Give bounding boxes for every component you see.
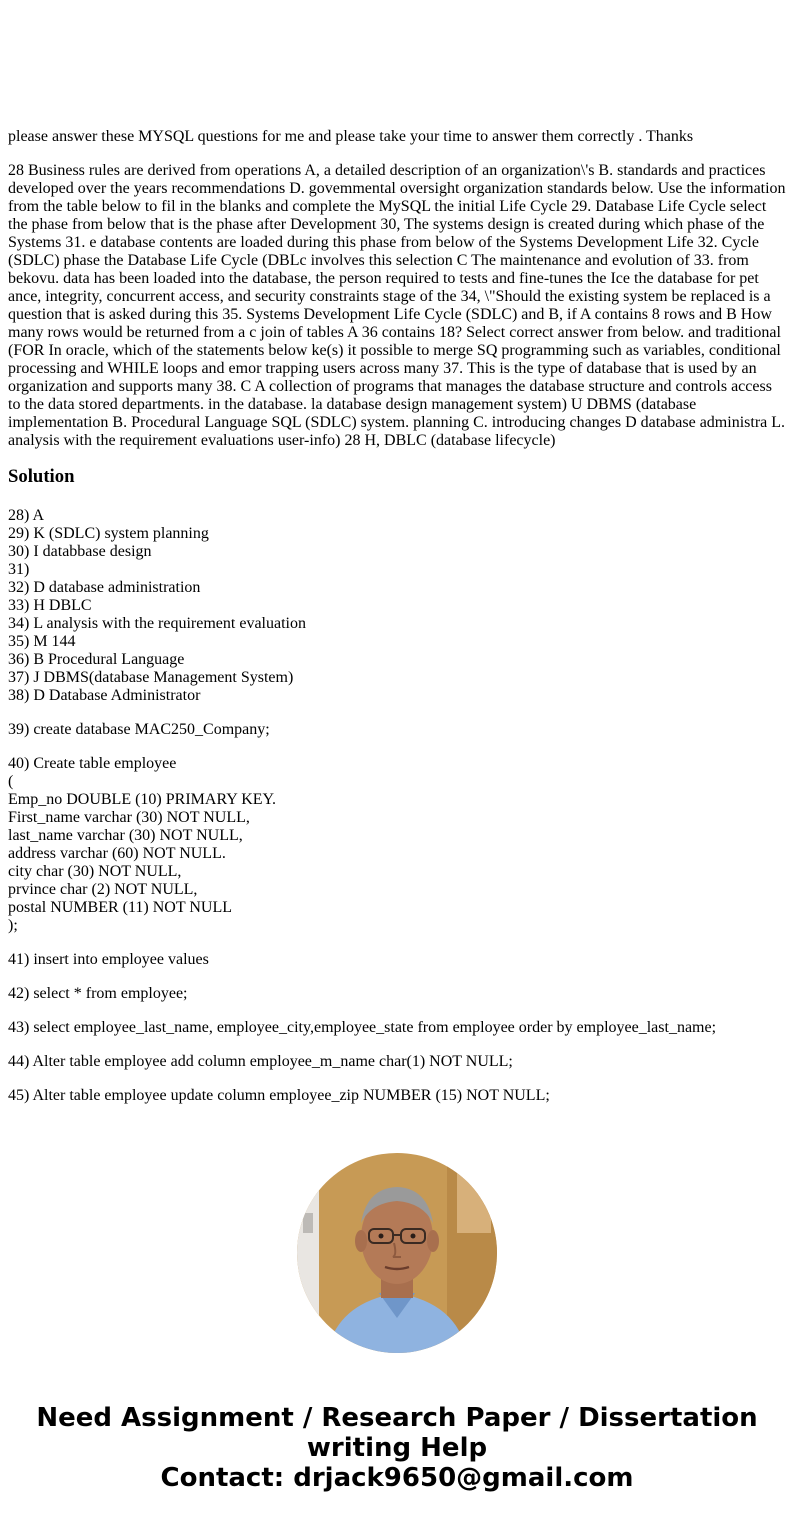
answer-42: 42) select * from employee; [8,985,188,1002]
answer-list [8,507,786,705]
question-intro: please answer these MYSQL questions for me and please take your time to answer them correctly . Thanks [8,128,694,145]
code-line: city char (30) NOT NULL, [8,863,182,880]
answer-line: 35) M 144 [8,633,76,650]
answer-line: 33) H DBLC [8,597,92,614]
answer-line: 36) B Procedural Language [8,651,185,668]
answer-line: 28) A [8,507,44,524]
answer-39: 39) create database MAC250_Company; [8,721,270,738]
promo-line-1: Need Assignment / Research Paper / Dissertation [36,1403,758,1433]
solution-heading: Solution [8,466,75,487]
answer-40-code [8,755,786,935]
answer-line: 29) K (SDLC) system planning [8,525,209,542]
main-content [8,128,786,1121]
promo-line-2: writing Help [306,1433,488,1463]
code-line: Emp_no DOUBLE (10) PRIMARY KEY. [8,791,277,808]
answer-line: 32) D database administration [8,579,201,596]
code-line: prvince char (2) NOT NULL, [8,881,198,898]
promo-banner [0,1403,794,1493]
answer-line: 38) D Database Administrator [8,687,201,704]
avatar [297,1153,497,1353]
answer-line: 34) L analysis with the requirement evaluation [8,615,306,632]
code-line: First_name varchar (30) NOT NULL, [8,809,250,826]
portrait-image [297,1153,497,1353]
code-line: ); [8,917,18,934]
answer-44: 44) Alter table employee add column employee_m_name char(1) NOT NULL; [8,1053,513,1070]
code-line: address varchar (60) NOT NULL. [8,845,226,862]
answer-line: 30) I databbase design [8,543,152,560]
answer-line: 31) [8,561,30,578]
promo-contact[interactable]: Contact: drjack9650@gmail.com [160,1463,634,1493]
question-body: 28 Business rules are derived from operations A, a detailed description of an organization\'s B. standards and practices developed over the years recommendations D. govemmental oversight organization standards below. Use the information from the table below to fil in the blanks and complete the MySQL the initial Life Cycle 29. Database Life Cycle select the phase from below that is the phase after Development 30, The systems design is created during which phase of the Systems 31. e database contents are loaded during this phase from below of the Systems Development Life 32. Cycle (SDLC) phase the Database Life Cycle (DBLc involves this selection C The maintenance and evolution of 33. from bekovu. data has been loaded into the database, the person required to tests and fine-tunes the Ice the database for pet ance, integrity, concurrent access, and security constraints stage of the 34, \"Should the existing system be replaced is a question that is asked during this 35. Systems Development Life Cycle (SDLC) and B, if A contains 8 rows and B How many rows would be returned from a c join of tables A 36 contains 18? Select correct answer from below. and traditional (FOR In oracle, which of the statements below ke(s) it possible to merge SQ programming such as variables, conditional processing and WHILE loops and emor trapping users across many 37. This is the type of database that is used by an organization and supports many 38. C A collection of programs that manages the database structure and controls access to the data stored departments. in the database. la database design management system) U DBMS (database implementation B. Procedural Language SQL (SDLC) system. planning C. introducing changes D database administra L. analysis with the requirement evaluations user-info) 28 H, DBLC (database lifecycle) [8,162,786,449]
code-line: last_name varchar (30) NOT NULL, [8,827,243,844]
code-line: postal NUMBER (11) NOT NULL [8,899,232,916]
answer-41: 41) insert into employee values [8,951,209,968]
answer-45: 45) Alter table employee update column employee_zip NUMBER (15) NOT NULL; [8,1087,550,1104]
code-line: 40) Create table employee [8,755,177,772]
answer-43: 43) select employee_last_name, employee_city,employee_state from employee order by employee_last_name; [8,1019,717,1036]
code-line: ( [8,773,14,790]
answer-line: 37) J DBMS(database Management System) [8,669,294,686]
